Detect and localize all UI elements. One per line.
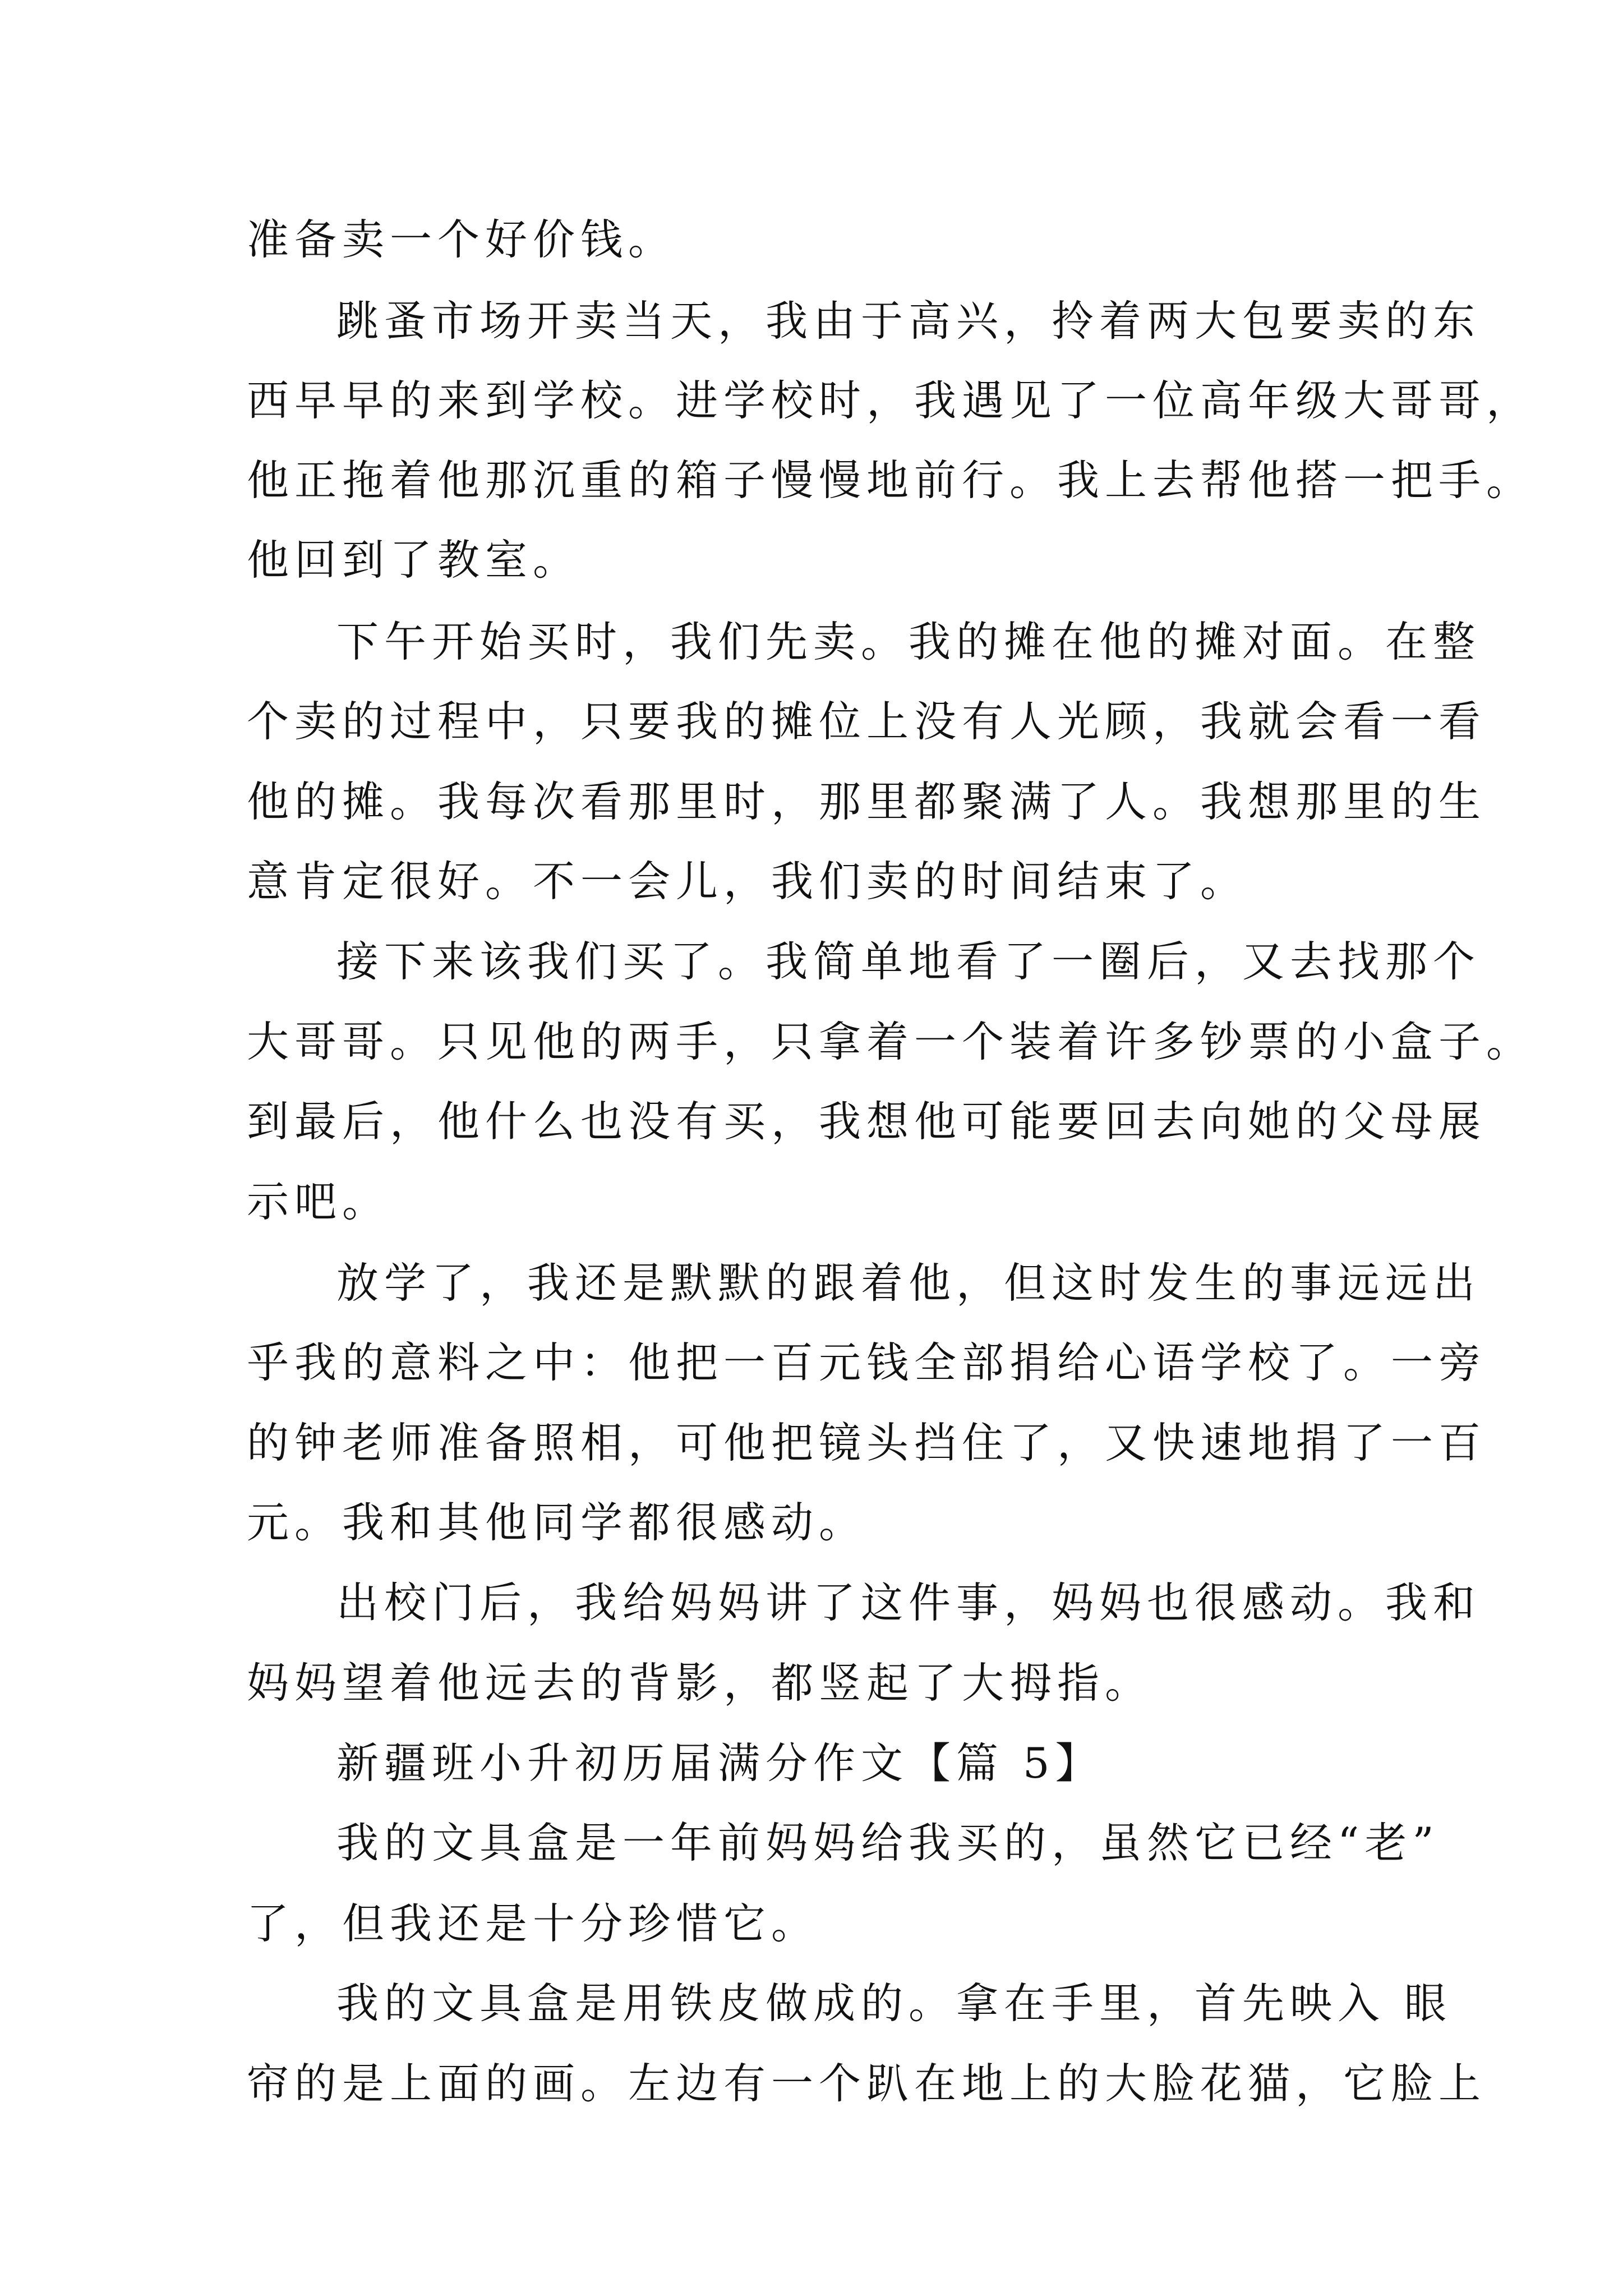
text-line: 大哥哥。只见他的两手，只拿着一个装着许多钞票的小盒子。 (247, 1017, 1534, 1066)
text-line: 乎我的意料之中：他把一百元钱全部捐给心语学校了。一旁 (247, 1338, 1487, 1387)
text-line: 他正拖着他那沉重的箱子慢慢地前行。我上去帮他搭一把手。 (247, 455, 1534, 505)
text-line: 了，但我还是十分珍惜它。 (247, 1899, 819, 1948)
paragraph-start: 接下来该我们买了。我简单地看了一圈后，又去找那个 (336, 937, 1481, 986)
paragraph-start: 出校门后，我给妈妈讲了这件事，妈妈也很感动。我和 (336, 1578, 1481, 1627)
text-line: 西早早的来到学校。进学校时，我遇见了一位高年级大哥哥， (247, 376, 1534, 425)
text-line: 他的摊。我每次看那里时，那里都聚满了人。我想那里的生 (247, 777, 1487, 826)
text-line: 妈妈望着他远去的背影，都竖起了大拇指。 (247, 1658, 1153, 1708)
paragraph-start: 跳蚤市场开卖当天，我由于高兴，拎着两大包要卖的东 (336, 296, 1481, 346)
text-line: 意肯定很好。不一会儿，我们卖的时间结束了。 (247, 857, 1248, 906)
text-line: 准备卖一个好价钱。 (247, 215, 676, 264)
paragraph-start: 我的文具盒是一年前妈妈给我买的，虽然它已经“老” (336, 1818, 1440, 1867)
text-line: 帘的是上面的画。左边有一个趴在地上的大脸花猫，它脸上 (247, 2059, 1487, 2108)
paragraph-start: 我的文具盒是用铁皮做成的。拿在手里，首先映入 眼 (336, 1978, 1452, 2028)
text-line: 示吧。 (247, 1177, 390, 1226)
text-line: 到最后，他什么也没有买，我想他可能要回去向她的父母展 (247, 1097, 1487, 1146)
text-line: 的钟老师准备照相，可他把镜头挡住了，又快速地捐了一百 (247, 1418, 1487, 1467)
text-line: 元。我和其他同学都很感动。 (247, 1498, 867, 1547)
paragraph-start: 下午开始买时，我们先卖。我的摊在他的摊对面。在整 (336, 617, 1481, 666)
text-line: 个卖的过程中，只要我的摊位上没有人光顾，我就会看一看 (247, 697, 1487, 746)
text-line: 他回到了教室。 (247, 535, 581, 585)
paragraph-start: 放学了，我还是默默的跟着他，但这时发生的事远远出 (336, 1258, 1481, 1308)
section-heading: 新疆班小升初历届满分作文【篇 5】 (336, 1738, 1103, 1788)
